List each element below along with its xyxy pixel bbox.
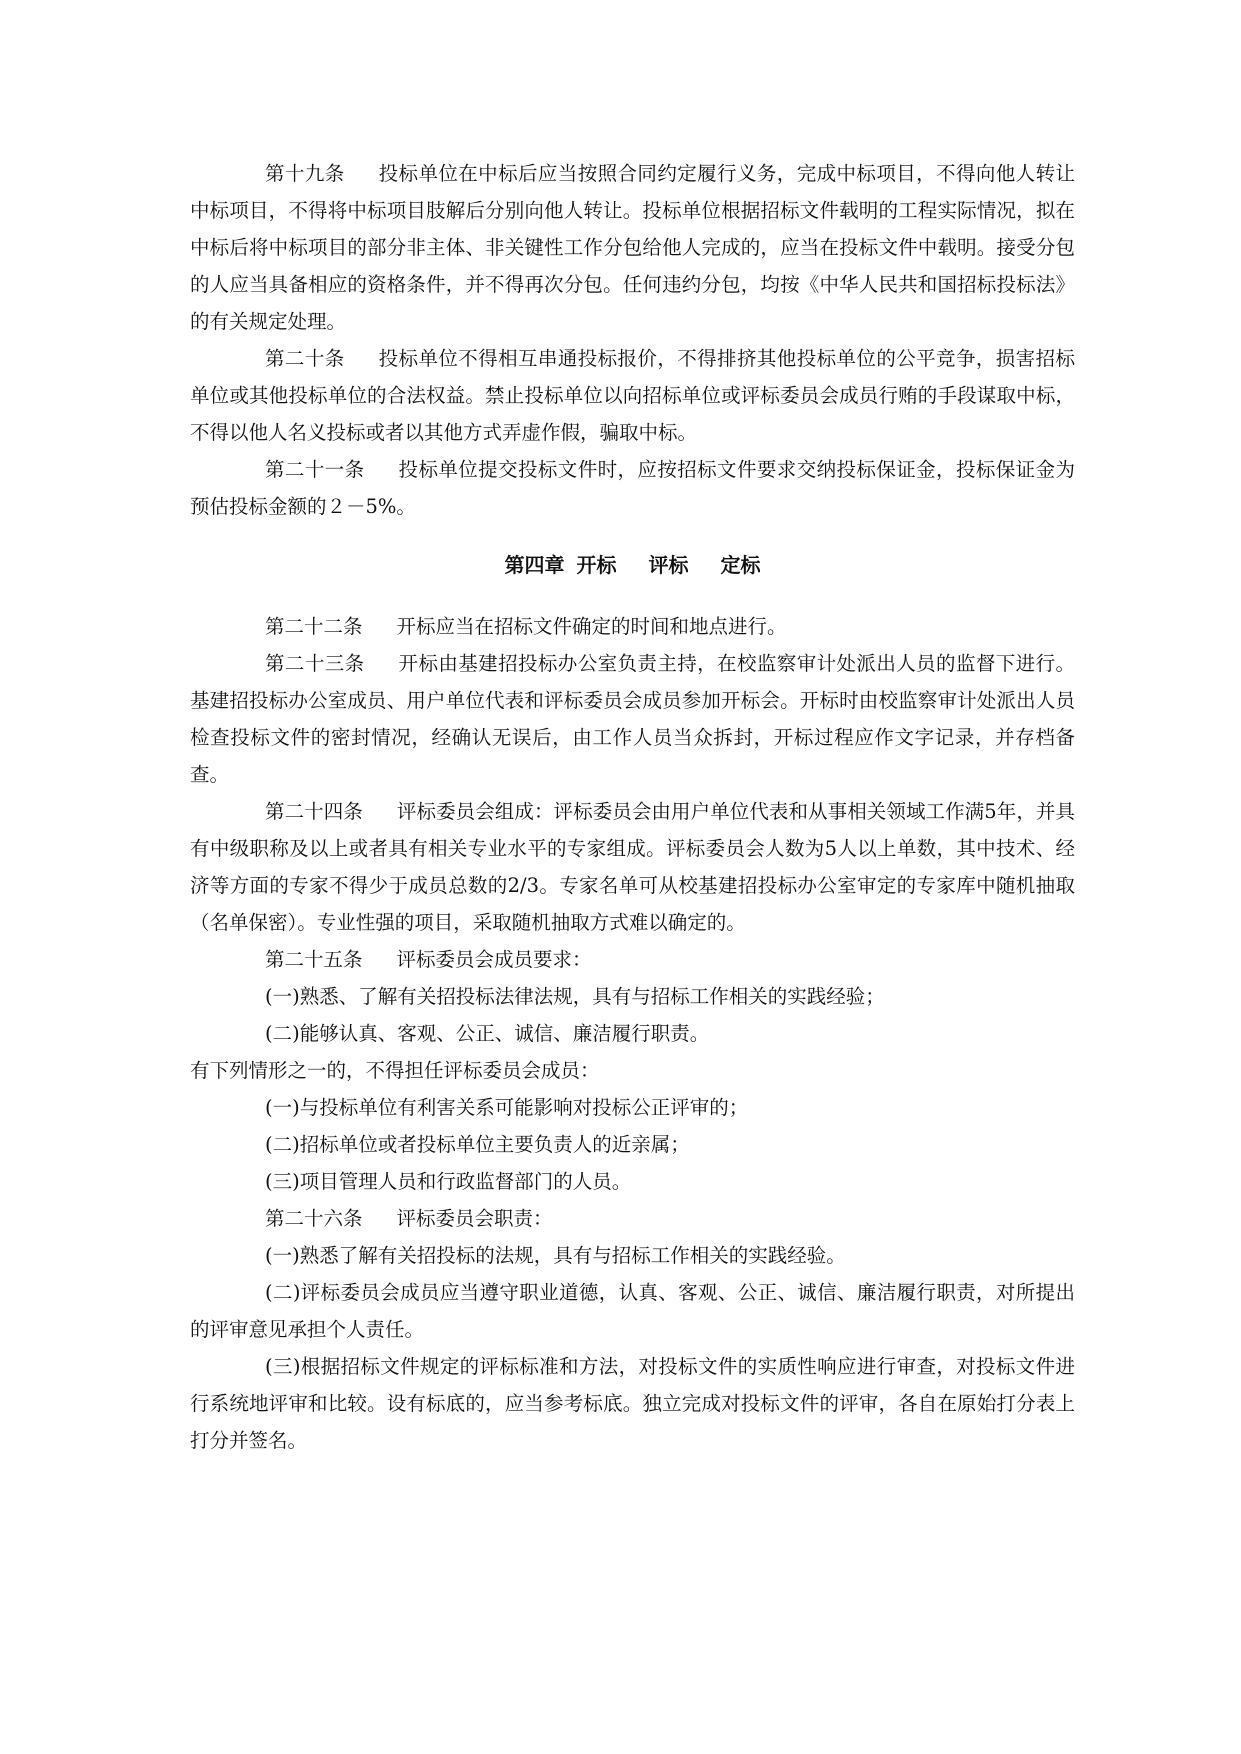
chapter-number: 第四章 (504, 553, 565, 577)
article-text: 评标委员会成员要求： (396, 948, 592, 971)
chapter-title-1: 开标 (576, 553, 617, 577)
list-item: (一)熟悉、了解有关招投标法律法规，具有与招标工作相关的实践经验； (265, 985, 885, 1008)
article-23 (190, 645, 1075, 793)
list-item: (三)根据招标文件规定的评标标准和方法，对投标文件的实质性响应进行审查，对投标文件进行系统地评审和比较。设有标底的，应当参考标底。独立完成对投标文件的评审，各自在原始打分表上打分并签名。 (190, 1355, 1075, 1452)
list-item: (一)与投标单位有利害关系可能影响对投标公正评审的； (265, 1096, 749, 1119)
article-number: 第二十六条 (265, 1207, 363, 1230)
article-20 (190, 340, 1075, 451)
article-22 (190, 608, 1075, 645)
article-21 (190, 451, 1075, 525)
exclusion-note: 有下列情形之一的，不得担任评标委员会成员： (190, 1059, 600, 1082)
article-text: 开标由基建招投标办公室负责主持，在校监察审计处派出人员的监督下进行。基建招投标办公室成员、用户单位代表和评标委员会成员参加开标会。开标时由校监察审计处派出人员检查投标文件的密封情况，经确认无误后，由工作人员当众拆封，开标过程应作文字记录，并存档备查。 (190, 652, 1075, 786)
list-item: (二)评标委员会成员应当遵守职业道德，认真、客观、公正、诚信、廉洁履行职责，对所提出的评审意见承担个人责任。 (190, 1281, 1075, 1341)
article-number: 第二十条 (265, 347, 345, 370)
chapter-title-3: 定标 (720, 553, 761, 577)
list-item: (二)能够认真、客观、公正、诚信、廉洁履行职责。 (265, 1022, 710, 1045)
article-26 (190, 1200, 1075, 1237)
article-number: 第十九条 (265, 162, 345, 185)
article-number: 第二十三条 (265, 652, 365, 675)
list-item: (三)项目管理人员和行政监督部门的人员。 (265, 1170, 632, 1193)
article-text: 投标单位提交投标文件时，应按招标文件要求交纳投标保证金，投标保证金为预估投标金额的２－5%。 (190, 458, 1075, 518)
chapter-heading (190, 547, 1075, 584)
article-text: 投标单位在中标后应当按照合同约定履行义务，完成中标项目，不得向他人转让中标项目，不得将中标项目肢解后分别向他人转让。投标单位根据招标文件载明的工程实际情况，拟在中标后将中标项目的部分非主体、非关键性工作分包给他人完成的，应当在投标文件中载明。接受分包的人应当具备相应的资格条件，并不得再次分包。任何违约分包，均按《中华人民共和国招标投标法》的有关规定处理。 (190, 162, 1075, 333)
article-25 (190, 941, 1075, 978)
article-text: 评标委员会职责： (396, 1207, 553, 1230)
chapter-title-2: 评标 (648, 553, 689, 577)
document-page (190, 155, 1075, 1459)
article-24 (190, 793, 1075, 941)
article-number: 第二十一条 (265, 458, 365, 481)
article-19 (190, 155, 1075, 340)
article-text: 投标单位不得相互串通投标报价，不得排挤其他投标单位的公平竞争，损害招标单位或其他投标单位的合法权益。禁止投标单位以向招标单位或评标委员会成员行贿的手段谋取中标，不得以他人名义投标或者以其他方式弄虚作假，骗取中标。 (190, 347, 1075, 444)
article-text: 评标委员会组成：评标委员会由用户单位代表和从事相关领域工作满5年，并具有中级职称及以上或者具有相关专业水平的专家组成。评标委员会人数为5人以上单数，其中技术、经济等方面的专家不得少于成员总数的2/3。专家名单可从校基建招投标办公室审定的专家库中随机抽取（名单保密）。专业性强的项目，采取随机抽取方式难以确定的。 (190, 800, 1075, 934)
article-number: 第二十五条 (265, 948, 363, 971)
article-text: 开标应当在招标文件确定的时间和地点进行。 (396, 615, 787, 638)
article-number: 第二十二条 (265, 615, 363, 638)
list-item: (二)招标单位或者投标单位主要负责人的近亲属； (265, 1133, 690, 1156)
list-item: (一)熟悉了解有关招投标的法规，具有与招标工作相关的实践经验。 (265, 1244, 846, 1267)
article-number: 第二十四条 (265, 800, 363, 823)
